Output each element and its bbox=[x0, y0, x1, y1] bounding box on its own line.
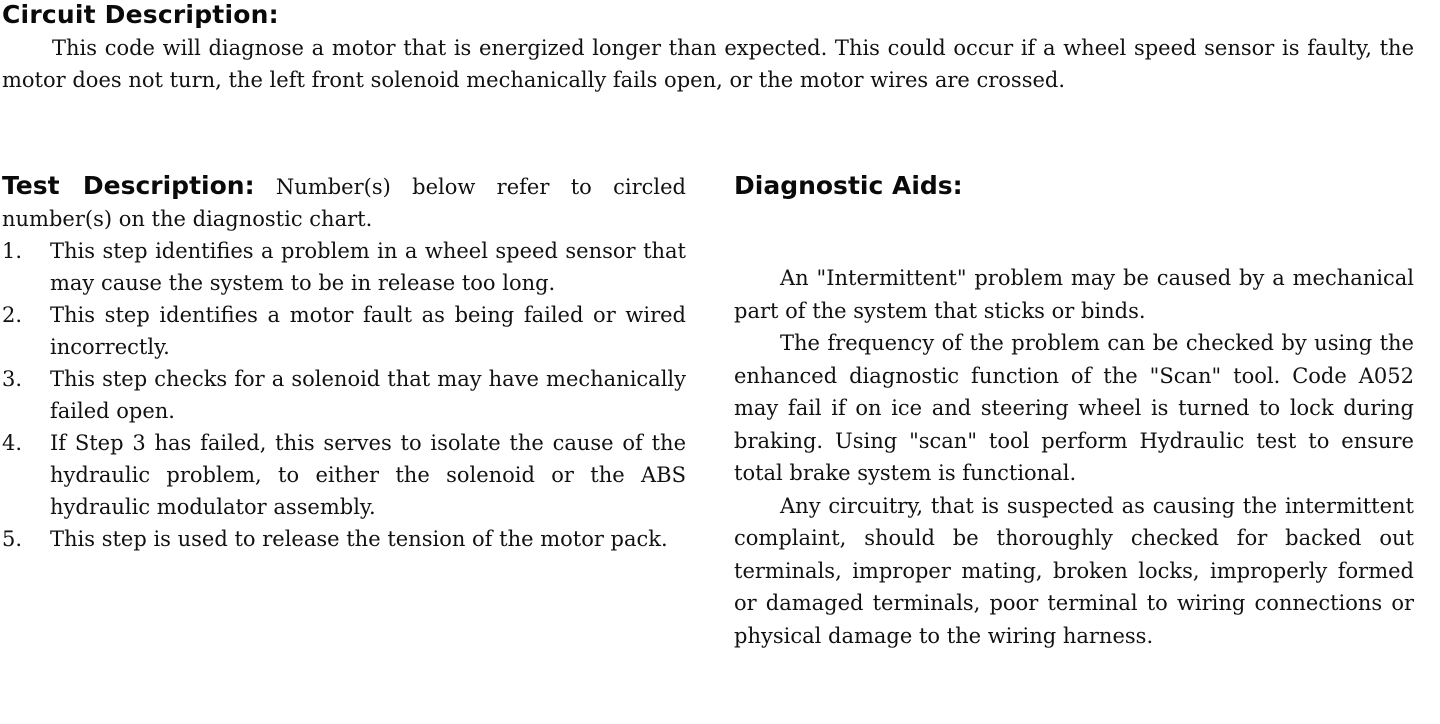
diagnostic-aids-heading: Diagnostic Aids: bbox=[734, 171, 963, 200]
step-text: This step identifies a motor fault as being failed or wired incorrectly. bbox=[50, 303, 686, 359]
test-step-2 bbox=[2, 299, 686, 363]
circuit-description-text: This code will diagnose a motor that is energized longer than expected. This could occur if a wheel speed sensor is faulty, the motor does not turn, the left front solenoid mechanically fails open, or the motor wires are crossed. bbox=[2, 36, 1414, 92]
diagnostic-paragraph-2: The frequency of the problem can be checked by using the enhanced diagnostic function of the "Scan" tool. Code A052 may fail if on ice and steering wheel is turned to lock during braking. Using "scan" tool perform Hydraulic test to ensure total brake system is functional. bbox=[734, 331, 1414, 485]
diagnostic-paragraph-1: An "Intermittent" problem may be caused by a mechanical part of the system that sticks or binds. bbox=[734, 266, 1414, 323]
diagnostic-aids-body bbox=[734, 262, 1414, 652]
step-number: 1. bbox=[2, 239, 23, 263]
step-number: 4. bbox=[2, 431, 23, 455]
test-description-heading: Test Description: bbox=[2, 171, 255, 200]
circuit-description-section bbox=[2, 0, 1414, 96]
circuit-description-heading: Circuit Description: bbox=[2, 0, 279, 29]
test-step-5 bbox=[2, 523, 686, 555]
test-description-intro: Number(s) below refer to circled number(s) on the diagnostic chart. bbox=[2, 175, 686, 231]
test-step-3 bbox=[2, 363, 686, 427]
test-description-intro-block bbox=[2, 170, 686, 235]
test-description-section bbox=[2, 170, 686, 555]
diagnostic-paragraph-3: Any circuitry, that is suspected as causing the intermittent complaint, should be thoroughly checked for backed out terminals, improper mating, broken locks, improperly formed or damaged terminals, poor terminal to wiring connections or physical damage to the wiring harness. bbox=[734, 493, 1414, 648]
step-number: 5. bbox=[2, 527, 23, 551]
diagnostic-aids-section bbox=[734, 170, 1414, 652]
step-text: If Step 3 has failed, this serves to isolate the cause of the hydraulic problem, to either the solenoid or the ABS hydraulic modulator assembly. bbox=[50, 431, 686, 519]
step-text: This step is used to release the tension of the motor pack. bbox=[50, 527, 668, 551]
test-step-4 bbox=[2, 427, 686, 523]
step-text: This step checks for a solenoid that may have mechanically failed open. bbox=[50, 367, 686, 423]
step-number: 3. bbox=[2, 367, 23, 391]
step-number: 2. bbox=[2, 303, 23, 327]
step-text: This step identifies a problem in a wheel speed sensor that may cause the system to be in release too long. bbox=[50, 239, 686, 295]
test-steps-list bbox=[2, 235, 686, 555]
test-step-1 bbox=[2, 235, 686, 299]
